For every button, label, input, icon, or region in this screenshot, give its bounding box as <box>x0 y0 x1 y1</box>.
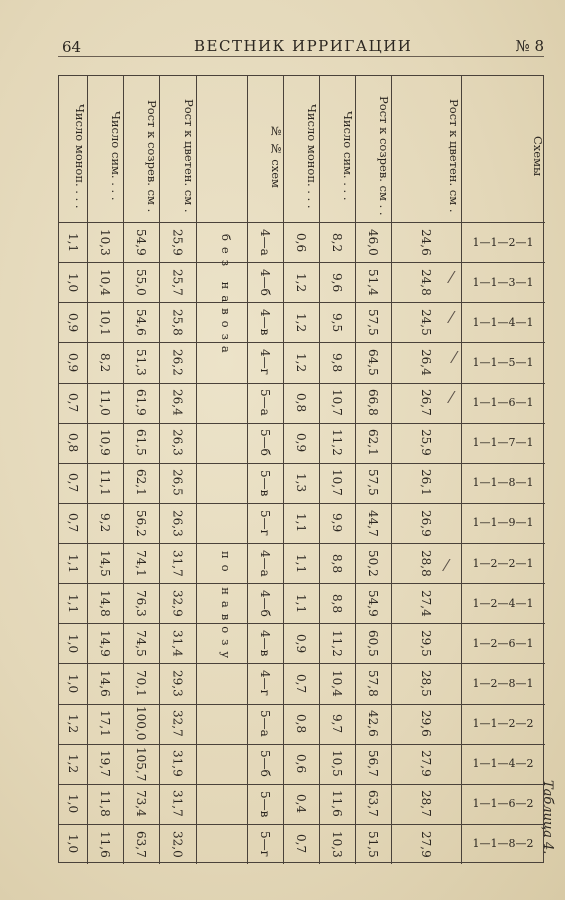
table-cell: 1,1 <box>294 553 308 573</box>
table-cell: 9,9 <box>330 513 344 533</box>
issue-number: № 8 <box>515 37 544 55</box>
table-cell: 1,2 <box>66 714 80 734</box>
table-cell: 51,4 <box>366 268 380 296</box>
table-cell: 11,2 <box>330 629 344 657</box>
scheme-label: 1—1—5—1 <box>472 355 534 369</box>
row-label-bottom: Рост к цветен. см . <box>182 99 196 213</box>
table-cell: 10,3 <box>330 830 344 858</box>
table-cell: 10,4 <box>98 268 112 296</box>
table-cell: 76,3 <box>134 589 148 617</box>
table-cell: 19,7 <box>98 750 112 778</box>
table-cell: 31,4 <box>170 629 185 657</box>
pencil-check-mark: ⁄ <box>450 388 453 407</box>
table-cell: 11,6 <box>330 790 344 818</box>
table-cell: 70,1 <box>134 670 148 697</box>
scheme-id: 4—в <box>258 309 272 336</box>
table-cell: 0,7 <box>294 834 308 854</box>
table-cell: 14,8 <box>98 589 112 617</box>
scheme-label: 1—1—2—1 <box>472 235 534 249</box>
table-cell: 1,0 <box>66 633 80 653</box>
table-cell: 27,4 <box>419 589 433 617</box>
section-label-no-manure: без навоза <box>219 234 233 359</box>
scheme-id: 5—г <box>258 509 272 536</box>
table-cell: 54,9 <box>134 228 148 256</box>
scheme-id: 5—а <box>258 389 272 416</box>
table-cell: 1,0 <box>66 272 80 292</box>
scheme-id: 4—б <box>258 268 272 296</box>
row-label-top: Число моноп. . . . <box>305 103 319 209</box>
table-cell: 26,3 <box>170 509 185 537</box>
row-label-bottom: Число моноп. . . . <box>73 103 87 209</box>
table-cell: 64,5 <box>366 349 380 376</box>
table-vertical-rule <box>196 76 197 864</box>
table-cell: 8,2 <box>98 352 112 372</box>
table-cell: 1,1 <box>294 513 308 533</box>
table-cell: 66,8 <box>366 389 380 416</box>
pencil-check-mark: ⁄ <box>445 556 448 575</box>
table-cell: 105,7 <box>134 746 148 781</box>
table-cell: 28,5 <box>419 670 433 697</box>
scheme-label: 1—2—2—1 <box>472 556 534 570</box>
scheme-id: 5—г <box>258 830 272 857</box>
table-cell: 10,3 <box>98 228 112 256</box>
table-cell: 50,2 <box>366 549 380 577</box>
scheme-label: 1—1—6—1 <box>472 396 534 410</box>
table-cell: 29,3 <box>170 670 185 697</box>
table-cell: 25,9 <box>170 228 185 256</box>
table-cell: 51,3 <box>134 349 148 376</box>
table-cell: 11,6 <box>98 830 112 858</box>
scheme-id: 4—а <box>258 549 272 577</box>
scheme-id: 4—в <box>258 630 272 657</box>
table-cell: 25,8 <box>170 308 185 336</box>
table-cell: 25,9 <box>419 429 433 457</box>
table-cell: 0,8 <box>66 433 80 453</box>
table-cell: 10,7 <box>330 469 344 497</box>
table-cell: 10,4 <box>330 670 344 697</box>
section-label-manure: по навозу <box>219 551 233 665</box>
table-cell: 1,2 <box>294 272 308 292</box>
table-cell: 74,5 <box>134 629 148 657</box>
table-cell: 63,7 <box>366 790 380 818</box>
scheme-id: 5—в <box>258 469 272 496</box>
table-cell: 8,2 <box>330 232 344 252</box>
page-number: 64 <box>62 38 82 56</box>
table-cell: 1,2 <box>294 352 308 372</box>
page-header <box>58 34 544 57</box>
table-cell: 0,9 <box>66 352 80 372</box>
schemes-header-top: Схемы <box>531 135 545 177</box>
table-cell: 9,2 <box>98 513 112 533</box>
table-cell: 0,7 <box>66 473 80 493</box>
table-cell: 26,2 <box>170 349 185 376</box>
table-cell: 0,9 <box>294 633 308 653</box>
table-cell: 46,0 <box>366 228 380 256</box>
table-cell: 51,5 <box>366 830 380 858</box>
table-cell: 1,1 <box>66 593 80 613</box>
table-cell: 29,6 <box>419 710 433 737</box>
table-cell: 26,1 <box>419 469 433 497</box>
table-cell: 1,2 <box>294 312 308 332</box>
table-cell: 42,6 <box>366 710 380 737</box>
table-cell: 1,2 <box>66 754 80 774</box>
scheme-label: 1—1—4—1 <box>472 315 534 329</box>
pencil-check-mark: ⁄ <box>450 308 453 327</box>
schemes-header-bottom: № № схем <box>269 124 283 188</box>
journal-title: ВЕСТНИК ИРРИГАЦИИ <box>194 37 413 55</box>
table-cell: 0,7 <box>66 393 80 413</box>
table-cell: 9,7 <box>330 714 344 734</box>
table-cell: 55,0 <box>134 268 148 296</box>
table-cell: 31,7 <box>170 790 185 818</box>
table-cell: 26,7 <box>419 389 433 416</box>
table-cell: 9,6 <box>330 272 344 292</box>
table-cell: 1,0 <box>66 834 80 854</box>
scheme-label: 1—1—7—1 <box>472 436 534 450</box>
table-cell: 10,1 <box>98 308 112 336</box>
table-cell: 10,5 <box>330 750 344 778</box>
table-cell: 29,5 <box>419 629 433 657</box>
table-cell: 0,8 <box>294 393 308 413</box>
table-cell: 0,6 <box>294 754 308 774</box>
table-cell: 9,8 <box>330 352 344 372</box>
table-cell: 32,0 <box>170 830 185 858</box>
table-cell: 1,0 <box>66 794 80 814</box>
row-label-top: Число сим. . . . <box>341 111 355 201</box>
table-cell: 56,2 <box>134 509 148 537</box>
table-cell: 57,5 <box>366 469 380 497</box>
table-cell: 8,8 <box>330 553 344 573</box>
scheme-id: 4—а <box>258 228 272 256</box>
table-cell: 17,1 <box>98 710 112 737</box>
scheme-id: 4—б <box>258 589 272 617</box>
table-cell: 24,8 <box>419 268 433 296</box>
scheme-label: 1—1—4—2 <box>472 757 534 771</box>
table-cell: 11,8 <box>98 790 112 818</box>
table-cell: 26,4 <box>170 389 185 416</box>
table-cell: 1,3 <box>294 473 308 493</box>
table-cell: 0,6 <box>294 232 308 252</box>
scheme-label: 1—2—8—1 <box>472 676 534 690</box>
scheme-label: 1—1—8—2 <box>472 837 534 851</box>
table-cell: 11,0 <box>98 389 112 416</box>
table-cell: 28,7 <box>419 790 433 818</box>
table-label: Таблица 4. <box>540 780 555 855</box>
scheme-label: 1—1—9—1 <box>472 516 534 530</box>
table-cell: 57,8 <box>366 670 380 697</box>
table-cell: 0,8 <box>294 714 308 734</box>
table-cell: 73,4 <box>134 790 148 818</box>
table-cell: 14,6 <box>98 670 112 697</box>
table-cell: 27,9 <box>419 750 433 778</box>
table-cell: 62,1 <box>134 469 148 497</box>
table-cell: 56,7 <box>366 750 380 778</box>
scheme-label: 1—1—3—1 <box>472 275 534 289</box>
pencil-check-mark: ⁄ <box>450 268 453 287</box>
scheme-label: 1—1—8—1 <box>472 476 534 490</box>
scheme-label: 1—2—6—1 <box>472 636 534 650</box>
table-cell: 61,5 <box>134 429 148 457</box>
table-cell: 1,0 <box>66 673 80 693</box>
table-cell: 14,5 <box>98 549 112 577</box>
table-cell: 8,8 <box>330 593 344 613</box>
pencil-check-mark: ⁄ <box>453 348 456 367</box>
data-table <box>58 75 544 863</box>
table-cell: 0,7 <box>294 673 308 693</box>
table-cell: 44,7 <box>366 509 380 537</box>
table-cell: 0,7 <box>66 513 80 533</box>
scheme-id: 5—б <box>258 429 272 457</box>
table-cell: 31,7 <box>170 549 185 577</box>
table-cell: 26,5 <box>170 469 185 497</box>
row-label-bottom: Рост к созрев. см . <box>145 99 159 213</box>
table-cell: 28,8 <box>419 549 433 577</box>
table-cell: 10,7 <box>330 389 344 416</box>
table-cell: 1,1 <box>66 232 80 252</box>
scheme-id: 5—в <box>258 790 272 817</box>
table-cell: 26,9 <box>419 509 433 537</box>
table-cell: 0,9 <box>66 312 80 332</box>
row-label-top: Рост к цветен. см . <box>447 99 461 213</box>
table-cell: 63,7 <box>134 830 148 858</box>
scheme-id: 4—г <box>258 349 272 376</box>
table-cell: 60,5 <box>366 629 380 657</box>
scheme-id: 4—г <box>258 670 272 697</box>
table-cell: 24,5 <box>419 308 433 336</box>
table-cell: 27,9 <box>419 830 433 858</box>
table-cell: 25,7 <box>170 268 185 296</box>
table-cell: 32,9 <box>170 589 185 617</box>
table-cell: 9,5 <box>330 312 344 332</box>
table-cell: 54,9 <box>366 589 380 617</box>
table-cell: 100,0 <box>134 706 148 741</box>
table-cell: 57,5 <box>366 308 380 336</box>
table-cell: 10,9 <box>98 429 112 457</box>
table-cell: 0,4 <box>294 794 308 814</box>
table-cell: 14,9 <box>98 629 112 657</box>
row-label-top: Рост к созрев. см . . <box>377 96 391 216</box>
table-cell: 11,1 <box>98 469 112 497</box>
table-cell: 61,9 <box>134 389 148 416</box>
table-cell: 1,1 <box>66 553 80 573</box>
scheme-id: 5—а <box>258 710 272 737</box>
table-cell: 62,1 <box>366 429 380 457</box>
table-cell: 26,3 <box>170 429 185 457</box>
table-cell: 26,4 <box>419 349 433 376</box>
table-cell: 11,2 <box>330 429 344 457</box>
table-cell: 74,1 <box>134 549 148 577</box>
scheme-label: 1—1—2—2 <box>472 717 534 731</box>
table-cell: 54,6 <box>134 308 148 336</box>
table-cell: 0,9 <box>294 433 308 453</box>
scheme-label: 1—1—6—2 <box>472 797 534 811</box>
scheme-label: 1—2—4—1 <box>472 596 534 610</box>
table-cell: 32,7 <box>170 710 185 737</box>
table-cell: 31,9 <box>170 750 185 778</box>
row-label-bottom: Число сим. . . . <box>109 111 123 201</box>
scheme-id: 5—б <box>258 750 272 778</box>
table-cell: 1,1 <box>294 593 308 613</box>
table-cell: 24,6 <box>419 228 433 256</box>
